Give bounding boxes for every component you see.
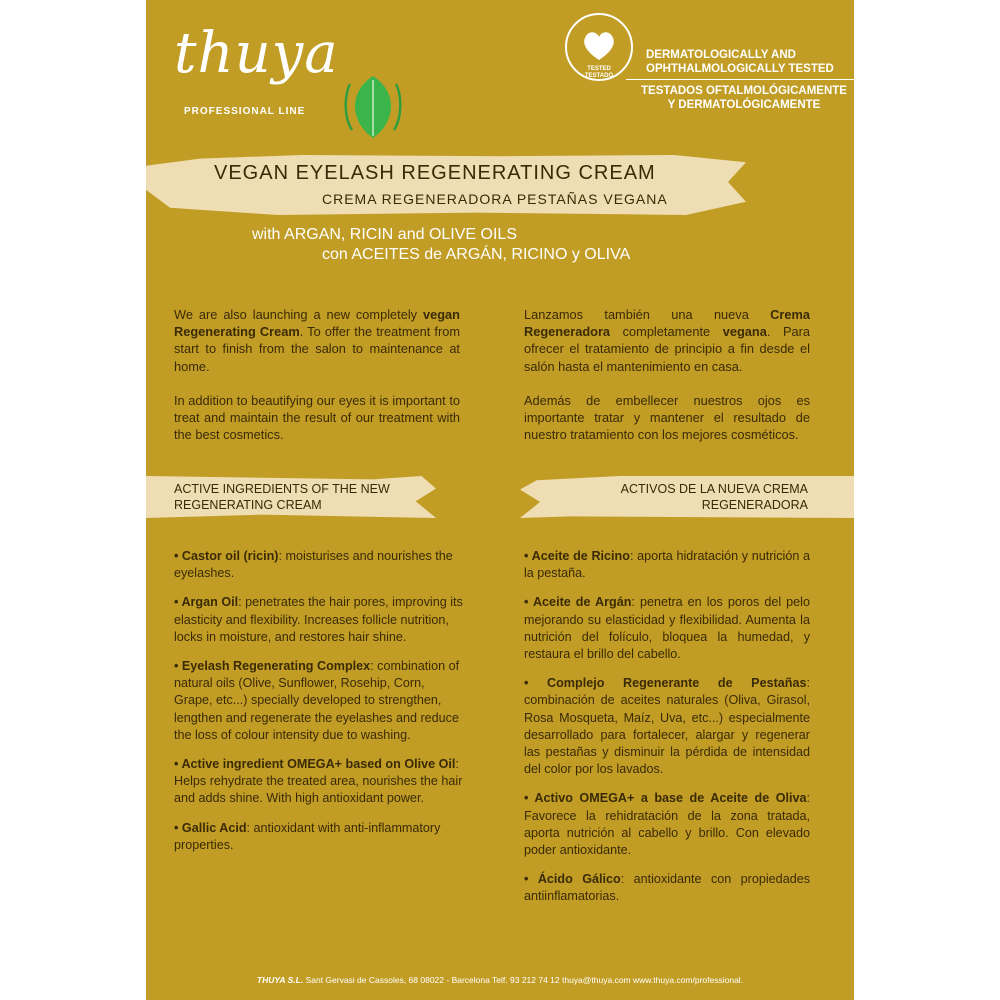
cert-en-line1: DERMATOLOGICALLY AND [646, 49, 796, 61]
list-item [524, 675, 810, 778]
list-item [524, 871, 810, 905]
ingredient-name: • Complejo Regenerante de Pestañas [524, 676, 807, 691]
ingredient-desc: : Favorece la rehidratación de la zona tratada, aporta nutrición al cabello y brillo. Con elevado poder antioxidante. [524, 791, 810, 858]
text-bold: vegana [722, 324, 767, 340]
list-item [174, 658, 464, 744]
intro-paragraph-en-1 [174, 306, 460, 375]
ingredient-name: • Ácido Gálico [524, 872, 621, 887]
list-item [524, 790, 810, 859]
intro-paragraph-es-2: Además de embellecer nuestros ojos es importante tratar y mantener el resultado de nuestro tratamiento con los mejores cosméticos. [524, 392, 810, 443]
list-item [524, 548, 810, 582]
leaf-icon [336, 70, 410, 144]
brand-subline: PROFESSIONAL LINE [184, 106, 306, 117]
ingredient-desc: : combination of natural oils (Olive, Sunflower, Rosehip, Corn, Grape, etc...) specially developed to strengthen, lengthen and regenerate the eyelashes and reduce the loss of colour intensity due to washing. [174, 659, 460, 742]
section-heading-es [566, 481, 808, 513]
text-span: completamente [610, 324, 723, 340]
ingredient-desc: : Helps rehydrate the treated area, nourishes the hair and adds shine. With high antioxidant power. [174, 757, 463, 806]
footer-contact [146, 975, 854, 985]
ingredient-desc: : penetrates the hair pores, improving its elasticity and flexibility. Increases follicle nutrition, locks in moisture, and restores hair shine. [174, 595, 463, 644]
brand-logo: thuya [174, 21, 339, 86]
cert-en-line2: OPHTHALMOLOGICALLY TESTED [646, 63, 834, 75]
footer-company: THUYA S.L. [256, 975, 304, 985]
ingredient-desc: : antioxidant with anti-inflammatory properties. [174, 820, 441, 852]
list-item [524, 594, 810, 663]
text-span: Lanzamos también una nueva [524, 307, 771, 322]
product-title-es: CREMA REGENERADORA PESTAÑAS VEGANA [322, 191, 668, 207]
ingredient-name: • Gallic Acid [174, 820, 247, 835]
tested-seal-icon [564, 12, 634, 82]
ingredient-name: • Active ingredient OMEGA+ based on Olive Oil [174, 757, 456, 772]
text-span: We are also launching a new completely [174, 307, 423, 322]
intro-column-es [524, 306, 810, 460]
cert-es-line2: Y DERMATOLÓGICAMENTE [667, 99, 821, 111]
list-item [174, 756, 464, 808]
section-heading-en-line2: REGENERATING CREAM [174, 498, 322, 512]
section-heading-es-line2: REGENERADORA [701, 498, 808, 512]
ingredient-name: • Castor oil (ricin) [174, 549, 279, 563]
footer-address: Sant Gervasi de Cassoles, 68 08022 - Barcelona Telf. 93 212 74 12 thuya@thuya.com www.thuya.com/professional. [303, 975, 744, 985]
ingredient-name: • Activo OMEGA+ a base de Aceite de Oliva [524, 791, 807, 806]
intro-paragraph-es-1 [524, 306, 810, 375]
list-item [174, 548, 464, 582]
text-bold: Crema Regeneradora [524, 307, 810, 340]
product-title-en: VEGAN EYELASH REGENERATING CREAM [214, 162, 656, 184]
flyer-page [146, 0, 854, 1000]
oils-subtitle-es: con ACEITES de ARGÁN, RICINO y OLIVA [322, 246, 631, 263]
cert-divider [626, 79, 854, 80]
ingredient-desc: : moisturises and nourishes the eyelashes. [174, 549, 453, 581]
cert-es-line1: TESTADOS OFTALMOLÓGICAMENTE [641, 85, 847, 97]
section-heading-es-line1: ACTIVOS DE LA NUEVA CREMA [620, 482, 808, 496]
text-span: . To offer the treatment from start to finish from the salon to maintenance at home. [174, 324, 460, 374]
ingredients-list-en [174, 548, 464, 866]
ingredient-desc: : penetra en los poros del pelo mejorando su elasticidad y flexibilidad. Aumenta la nutrición del folículo, bloquea la humedad, y restaura el brillo del cabello. [524, 595, 810, 662]
ingredient-name: • Argan Oil [174, 595, 239, 610]
ingredients-list-es [524, 548, 810, 918]
section-heading-en-line1: ACTIVE INGREDIENTS OF THE NEW [174, 482, 390, 496]
text-bold: vegan Regenerating Cream [174, 307, 460, 340]
oils-subtitle-en: with ARGAN, RICIN and OLIVE OILS [252, 226, 517, 243]
seal-text-en: TESTED [587, 66, 611, 72]
list-item [174, 820, 464, 854]
ingredient-desc: : antioxidante con propiedades antiinflamatorias. [524, 872, 810, 904]
list-item [174, 594, 464, 646]
intro-column-en [174, 306, 460, 460]
text-span: . Para ofrecer el tratamiento de principio a fin desde el salón hasta el mantenimiento en casa. [524, 324, 810, 374]
seal-text-es: TESTADO [584, 73, 614, 79]
ingredient-name: • Eyelash Regenerating Complex [174, 659, 371, 674]
section-heading-en [174, 481, 390, 513]
intro-paragraph-en-2: In addition to beautifying our eyes it is important to treat and maintain the result of our treatment with the best cosmetics. [174, 392, 460, 443]
certification-block [626, 48, 854, 112]
ingredient-name: • Aceite de Ricino [524, 549, 630, 563]
ingredient-desc: : combinación de aceites naturales (Oliva, Girasol, Rosa Mosqueta, Maíz, Uva, etc...) especialmente desarrollado para fortalecer, alargar y regenerar las pestañas y disminuir la pérdida de intensidad del color por los lavados. [524, 676, 810, 777]
ingredient-name: • Aceite de Argán [524, 595, 632, 610]
ingredient-desc: : aporta hidratación y nutrición a la pestaña. [524, 549, 811, 581]
